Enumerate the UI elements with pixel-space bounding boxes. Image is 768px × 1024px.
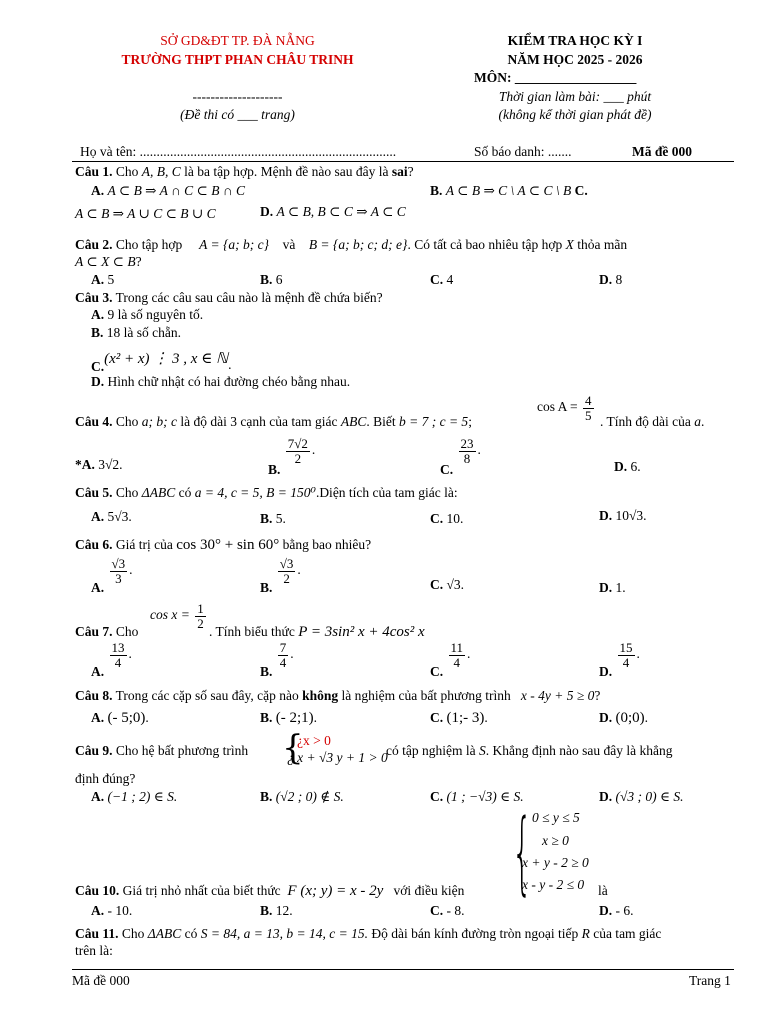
fraction [449, 641, 466, 669]
option-label: C. [430, 903, 444, 918]
q4-tail [600, 414, 704, 430]
option-value: 4 [446, 272, 454, 287]
question-text: Giá trị của [112, 537, 177, 552]
question-text: với điều kiện [390, 883, 465, 898]
option-value: (1;- 3) [446, 710, 485, 726]
option-value: (1 ; −√3) ∈ S. [446, 789, 524, 804]
option-label: C. [574, 183, 588, 198]
question-math: ΔABC [147, 926, 182, 941]
q9-tail [386, 743, 672, 759]
q4-option-b: B. $\frac{7√2}{2}$ . [268, 436, 316, 478]
question-number: Câu 8. [75, 688, 113, 703]
question-text: Cho [112, 164, 142, 179]
q9-option-a [91, 789, 177, 805]
question-9 [75, 743, 248, 759]
option-label: D. [599, 508, 613, 523]
q5-option-d: D. 10√3. [599, 508, 647, 523]
system-line: x - y - 2 ≤ 0 [522, 877, 585, 892]
question-text: .Diện tích của tam giác là: [315, 485, 458, 500]
fraction [618, 641, 635, 669]
subject-field: MÔN: __________________ [474, 70, 637, 85]
option-label: A. [91, 183, 105, 198]
question-number: Câu 11. [75, 926, 119, 941]
option-label: D. [91, 374, 105, 389]
option-value: A ⊂ B ⇒ A ∪ C ⊂ B ∪ C [75, 206, 216, 221]
option-label: C. [430, 664, 444, 680]
question-number: Câu 2. [75, 237, 113, 252]
student-name-field: Họ và tên: ............................................................................ [80, 144, 397, 159]
numerator: 13 [111, 640, 125, 655]
question-text: có [175, 485, 195, 500]
option-label: A. [91, 789, 105, 804]
option-label: B. [260, 789, 273, 804]
numerator: √3 [279, 556, 294, 571]
question-text: trên là: [75, 943, 113, 958]
numerator: 1 [197, 601, 204, 616]
option-value: 5 [107, 272, 115, 287]
question-math: P = 3sin² x + 4cos² x [298, 624, 425, 640]
question-number: Câu 7. [75, 624, 113, 639]
footer-divider [72, 969, 734, 970]
option-label: B. [268, 462, 281, 478]
question-text: Cho [112, 414, 142, 429]
q3-option-a [91, 307, 203, 323]
option-label: D. [599, 710, 613, 725]
question-number: Câu 10. [75, 883, 120, 898]
option-value: 6 [630, 459, 638, 474]
option-label: B. [260, 903, 273, 918]
option-label: C. [430, 577, 444, 592]
q5-option-a: A. 5√3. [91, 509, 132, 524]
system-brace: { [282, 728, 304, 768]
question-text: bằng bao nhiêu? [279, 537, 372, 552]
option-label: A. [91, 509, 105, 524]
fraction [278, 557, 296, 585]
option-value: 18 là số chẵn. [106, 325, 181, 340]
denominator: 2 [197, 615, 204, 631]
question-math: b = 7 ; c = 5 [398, 414, 469, 429]
option-label: C. [430, 789, 444, 804]
question-3 [75, 290, 383, 306]
q1-option-a [91, 183, 245, 199]
question-math: a [694, 414, 701, 429]
system-line [297, 733, 331, 749]
option-value: (0;0) [615, 710, 645, 726]
q2-option-b [260, 272, 283, 288]
denominator: 4 [622, 654, 630, 670]
q8-option-a: A. (- 5;0). [91, 710, 149, 726]
system-line: 0 ≤ y ≤ 5 [532, 810, 580, 825]
option-value: 6 [275, 272, 283, 287]
option-label: B. [260, 664, 273, 680]
option-value: A ⊂ B ⇒ A ∩ C ⊂ B ∩ C [107, 183, 245, 198]
question-number: Câu 1. [75, 164, 113, 179]
q2-option-d [599, 272, 622, 288]
q4-option-d: D. 6. [614, 459, 641, 474]
system-line: x + y - 2 ≥ 0 [522, 855, 589, 870]
question-math: S = 84, a = 13, b = 14, c = 15. [200, 926, 369, 941]
option-label: A. [91, 710, 105, 725]
question-math: R [581, 926, 590, 941]
q4-option-c: C. $\frac{23}{8}$ . [440, 436, 481, 478]
option-label: A. [91, 580, 105, 596]
question-2-line2 [75, 254, 142, 270]
question-number: Câu 5. [75, 485, 113, 500]
option-value: (√2 ; 0) ∉ S. [275, 789, 344, 804]
question-text: Độ dài bán kính đường tròn ngoại tiếp [368, 926, 582, 941]
question-math: A = {a; b; c} [199, 237, 270, 252]
question-math: a; b; c [141, 414, 178, 429]
q6-option-d: D. 1. [599, 580, 626, 595]
question-text: định đúng? [75, 771, 136, 786]
question-text: Cho tập hợp [112, 237, 186, 252]
question-text: Cho [118, 926, 148, 941]
fraction [278, 641, 289, 669]
denominator: 5 [585, 407, 592, 423]
fraction [583, 394, 594, 422]
option-label: D. [599, 664, 613, 680]
question-text: . Tính biểu thức [209, 624, 299, 639]
q5-option-c: C. 10. [430, 511, 464, 526]
q3-option-c [91, 349, 232, 374]
option-label: C. [430, 710, 444, 725]
question-text: Trong các cặp số sau đây, cặp nào [112, 688, 303, 703]
q3-option-d [91, 374, 350, 390]
option-value: 5 [275, 511, 283, 526]
question-math: 3 [230, 414, 238, 429]
option-value: - 8 [446, 903, 462, 918]
fraction [110, 641, 127, 669]
school-department: SỞ GD&ĐT TP. ĐÀ NẴNG [160, 33, 315, 48]
question-text: có tập nghiệm là [386, 743, 479, 758]
system-line [287, 750, 388, 766]
system-line: ¿x > 0 [297, 733, 331, 748]
option-value: (−1 ; 2) ∈ S. [107, 789, 178, 804]
question-math: A ⊂ X ⊂ B [75, 254, 136, 269]
question-math: ABC [340, 414, 367, 429]
option-value: 10√3 [615, 508, 644, 523]
footer-exam-code: Mã đề 000 [72, 973, 130, 988]
numerator: 23 [460, 436, 474, 451]
denominator: 3 [115, 570, 122, 586]
option-value: A ⊂ B, B ⊂ C ⇒ A ⊂ C [276, 204, 406, 219]
q10-option-d: D. - 6. [599, 903, 634, 918]
option-label: A. [91, 272, 105, 287]
question-math: ΔABC [141, 485, 176, 500]
question-text: . [700, 414, 705, 429]
q8-option-c: C. (1;- 3). [430, 710, 488, 726]
q2-option-a [91, 272, 114, 288]
question-number: Câu 4. [75, 414, 113, 429]
fraction [459, 437, 476, 465]
question-text: và [279, 237, 299, 252]
option-value: (x² + x) ⋮ 3 , x ∈ ℕ [104, 351, 229, 367]
question-text: Trong các câu sau câu nào là mệnh đề chứa biến? [112, 290, 383, 305]
question-text: Cho hệ bất phương trình [112, 743, 249, 758]
q8-option-d: D. (0;0). [599, 710, 649, 726]
q6-option-b: B. $\frac{√3}{2}$ . [260, 556, 301, 596]
q9-option-d [599, 789, 684, 805]
footer-page-number: Trang 1 [689, 973, 731, 988]
option-label: B. [260, 710, 273, 725]
question-text: có [181, 926, 201, 941]
option-value: (- 5;0) [107, 710, 146, 726]
numerator: 7√2 [287, 436, 308, 451]
q7-option-b: B. $\frac{7}{4}$ . [260, 640, 294, 680]
question-math: x - 4y + 5 ≥ 0 [520, 688, 595, 703]
numerator: 4 [585, 393, 592, 408]
fraction [195, 602, 206, 630]
q10-tail: là [598, 883, 608, 898]
system-line: ¿ x + √3 y + 1 > 0 [287, 750, 388, 765]
question-text: là độ dài [177, 414, 231, 429]
question-text: Giá trị nhỏ nhất của biết thức [119, 883, 285, 898]
system-brace: { [512, 800, 533, 905]
denominator: 4 [279, 654, 287, 670]
q9-option-b [260, 789, 344, 805]
option-value: (√3 ; 0) ∈ S. [615, 789, 684, 804]
question-11-line2 [75, 943, 113, 959]
option-label: D. [599, 272, 613, 287]
option-value: A ⊂ B ⇒ C \ A ⊂ C \ B [445, 183, 572, 198]
q9-option-c [430, 789, 524, 805]
question-text: cạnh của tam giác [237, 414, 341, 429]
question-number: Câu 9. [75, 743, 113, 758]
option-label: B. [260, 511, 273, 526]
fraction [286, 437, 310, 465]
q7-cos-expression [150, 602, 208, 630]
question-number: Câu 3. [75, 290, 113, 305]
q6-option-c: C. √3. [430, 577, 465, 592]
q1-option-d [260, 204, 406, 220]
option-value: 12 [275, 903, 290, 918]
option-label: D. [614, 459, 628, 474]
option-end: . [228, 357, 232, 372]
denominator: 8 [463, 450, 471, 466]
q5-option-b: B. 5. [260, 511, 286, 526]
option-value: 3√2 [98, 457, 120, 472]
option-label: A. [91, 903, 105, 918]
option-label: D. [599, 903, 613, 918]
option-label: B. [91, 325, 104, 340]
q7-option-a: A. $\frac{13}{4}$ . [91, 640, 132, 680]
denominator: 2 [283, 570, 290, 586]
q10-option-a: A. - 10. [91, 903, 133, 918]
question-text: thỏa mãn [573, 237, 628, 252]
time-allowed: Thời gian làm bài: ___ phút [498, 89, 652, 104]
question-text: của tam giác [589, 926, 662, 941]
question-math: cos x = [150, 607, 190, 623]
exam-title: KIỂM TRA HỌC KỲ I [507, 33, 643, 48]
option-value: - 10 [107, 903, 129, 918]
question-text: . Khẳng định nào sau đây là khẳng [485, 743, 673, 758]
q10-option-c: C. - 8. [430, 903, 465, 918]
q3-option-b [91, 325, 181, 341]
numerator: 11 [450, 640, 464, 655]
option-value: 10 [446, 511, 460, 526]
question-math: cos 30° + sin 60° [176, 537, 280, 553]
q7-option-d: D. $\frac{15}{4}$ . [599, 640, 640, 680]
question-1 [75, 164, 414, 180]
question-text: ; [468, 414, 472, 429]
option-label: D. [599, 789, 613, 804]
q8-option-b: B. (- 2;1). [260, 710, 318, 726]
question-math: a = 4, c = 5, B = 150⁰ [194, 485, 316, 500]
option-label: B. [260, 272, 273, 287]
question-10 [75, 883, 464, 900]
question-text: là nghiệm của bất phương trình [338, 688, 515, 703]
question-11 [75, 926, 661, 942]
option-label: D. [260, 204, 274, 219]
question-7 [75, 624, 138, 640]
q1-option-c [75, 206, 216, 222]
denominator: 4 [114, 654, 122, 670]
question-text: là ba tập hợp. Mệnh đề nào sau đây là [180, 164, 392, 179]
header-dashes: -------------------- [192, 89, 283, 104]
q2-option-c [430, 272, 453, 288]
time-note: (không kể thời gian phát đề) [498, 107, 652, 122]
question-text: Cho [112, 624, 139, 639]
option-label: A. [91, 664, 105, 680]
q7-option-c: C. $\frac{11}{4}$ . [430, 640, 471, 680]
option-value: √3 [446, 577, 461, 592]
q4-cos-expression [537, 394, 596, 422]
question-6 [75, 537, 371, 554]
denominator: 2 [294, 450, 302, 466]
option-value: 9 là số nguyên tố. [107, 307, 204, 322]
option-value: 8 [615, 272, 623, 287]
school-name: TRƯỜNG THPT PHAN CHÂU TRINH [121, 52, 354, 67]
numerator: 7 [279, 640, 287, 655]
question-2 [75, 237, 627, 253]
question-number: Câu 6. [75, 537, 113, 552]
q4-option-a: *A. 3√2. [75, 457, 123, 472]
numerator: 15 [619, 640, 633, 655]
question-text: ? [407, 164, 414, 179]
question-4 [75, 414, 472, 430]
option-label: D. [599, 580, 613, 595]
option-value: Hình chữ nhật có hai đường chéo bằng nhau. [107, 374, 351, 389]
question-math: X [565, 237, 574, 252]
question-text: Cho [112, 485, 142, 500]
option-label: *A. [75, 457, 95, 472]
denominator: 4 [453, 654, 461, 670]
option-label: A. [91, 307, 105, 322]
option-label: B. [430, 183, 443, 198]
question-9-line2 [75, 771, 135, 787]
option-value: - 6 [615, 903, 631, 918]
option-value: 1 [615, 580, 623, 595]
question-math: F (x; y) = x - 2y [287, 883, 384, 899]
exam-code: Mã đề 000 [632, 144, 692, 159]
emphasis-text: không [302, 688, 339, 703]
question-math: cos A = [537, 399, 578, 415]
question-text: ? [594, 688, 601, 703]
q1-option-b [430, 183, 588, 199]
question-text: ? [135, 254, 142, 269]
question-8 [75, 688, 600, 704]
option-label: C. [440, 462, 454, 478]
q6-option-a: A. $\frac{√3}{3}$ . [91, 556, 133, 596]
question-5 [75, 485, 458, 501]
emphasis-text: sai [391, 164, 408, 179]
option-label: B. [260, 580, 273, 596]
option-label: C. [430, 272, 444, 287]
fraction [110, 557, 128, 585]
option-label: C. [430, 511, 444, 526]
question-math: A, B, C [141, 164, 181, 179]
question-text: . Biết [366, 414, 399, 429]
question-text: . Có tất cả bao nhiêu tập hợp [407, 237, 566, 252]
system-line: x ≥ 0 [542, 833, 569, 848]
school-year: NĂM HỌC 2025 - 2026 [507, 52, 643, 67]
question-text: . Tính độ dài của [600, 414, 695, 429]
q10-option-b: B. 12. [260, 903, 293, 918]
option-label: C. [91, 359, 105, 374]
question-math: S [478, 743, 486, 758]
header-divider [72, 161, 734, 162]
numerator: √3 [111, 556, 126, 571]
question-math: B = {a; b; c; d; e} [308, 237, 408, 252]
option-value: 5√3 [107, 509, 129, 524]
student-id-field: Số báo danh: ....... [474, 144, 572, 159]
option-value: (- 2;1) [275, 710, 314, 726]
page-count-note: (Đề thi có ___ trang) [180, 107, 295, 122]
q7-tail [209, 624, 425, 641]
